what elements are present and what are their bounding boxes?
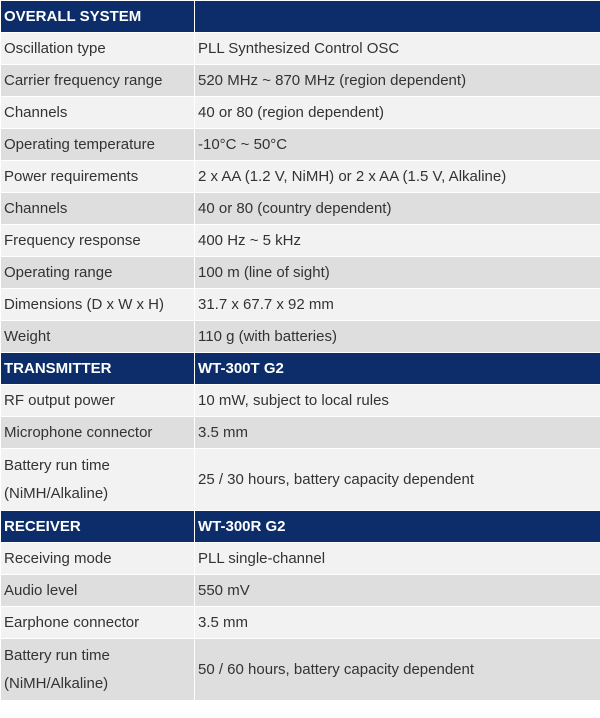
row-label: Channels — [1, 193, 195, 225]
row-value: PLL single-channel — [195, 543, 600, 575]
table-row — [1, 161, 600, 193]
row-value: 550 mV — [195, 575, 600, 607]
table-row — [1, 65, 600, 97]
table-row — [1, 33, 600, 65]
table-row — [1, 225, 600, 257]
row-value: 3.5 mm — [195, 417, 600, 449]
table-row — [1, 575, 600, 607]
table-row — [1, 417, 600, 449]
row-label: Operating temperature — [1, 129, 195, 161]
row-label: Receiving mode — [1, 543, 195, 575]
row-label: Frequency response — [1, 225, 195, 257]
table-row — [1, 385, 600, 417]
section-header-label: OVERALL SYSTEM — [1, 1, 195, 33]
table-row — [1, 607, 600, 639]
row-value: 3.5 mm — [195, 607, 600, 639]
row-label: Audio level — [1, 575, 195, 607]
row-label: Carrier frequency range — [1, 65, 195, 97]
row-label: Dimensions (D x W x H) — [1, 289, 195, 321]
row-label: Battery run time (NiMH/Alkaline) — [1, 449, 195, 511]
section-header-value: WT-300T G2 — [195, 353, 600, 385]
table-row — [1, 543, 600, 575]
table-row — [1, 97, 600, 129]
row-value: PLL Synthesized Control OSC — [195, 33, 600, 65]
row-value: 110 g (with batteries) — [195, 321, 600, 353]
row-value: 400 Hz ~ 5 kHz — [195, 225, 600, 257]
row-label: Oscillation type — [1, 33, 195, 65]
row-value: 2 x AA (1.2 V, NiMH) or 2 x AA (1.5 V, Alkaline) — [195, 161, 600, 193]
row-label: Earphone connector — [1, 607, 195, 639]
section-header-label: RECEIVER — [1, 511, 195, 543]
row-value: 10 mW, subject to local rules — [195, 385, 600, 417]
row-label: Channels — [1, 97, 195, 129]
row-label: Microphone connector — [1, 417, 195, 449]
row-label: Power requirements — [1, 161, 195, 193]
table-row — [1, 257, 600, 289]
row-label: Weight — [1, 321, 195, 353]
table-row — [1, 449, 600, 511]
table-row — [1, 129, 600, 161]
section-header-label: TRANSMITTER — [1, 353, 195, 385]
row-value: 520 MHz ~ 870 MHz (region dependent) — [195, 65, 600, 97]
table-row — [1, 193, 600, 225]
section-header-value: WT-300R G2 — [195, 511, 600, 543]
row-label: RF output power — [1, 385, 195, 417]
section-header-receiver — [1, 511, 600, 543]
row-label: Operating range — [1, 257, 195, 289]
section-header-overall-system — [1, 1, 600, 33]
row-value: 31.7 x 67.7 x 92 mm — [195, 289, 600, 321]
row-value: 50 / 60 hours, battery capacity dependent — [195, 639, 600, 701]
table-row — [1, 639, 600, 701]
table-row — [1, 321, 600, 353]
row-value: 100 m (line of sight) — [195, 257, 600, 289]
row-value: -10°C ~ 50°C — [195, 129, 600, 161]
section-header-transmitter — [1, 353, 600, 385]
row-value: 25 / 30 hours, battery capacity dependent — [195, 449, 600, 511]
row-value: 40 or 80 (region dependent) — [195, 97, 600, 129]
row-label: Battery run time (NiMH/Alkaline) — [1, 639, 195, 701]
row-value: 40 or 80 (country dependent) — [195, 193, 600, 225]
section-header-value — [195, 1, 600, 33]
table-row — [1, 289, 600, 321]
